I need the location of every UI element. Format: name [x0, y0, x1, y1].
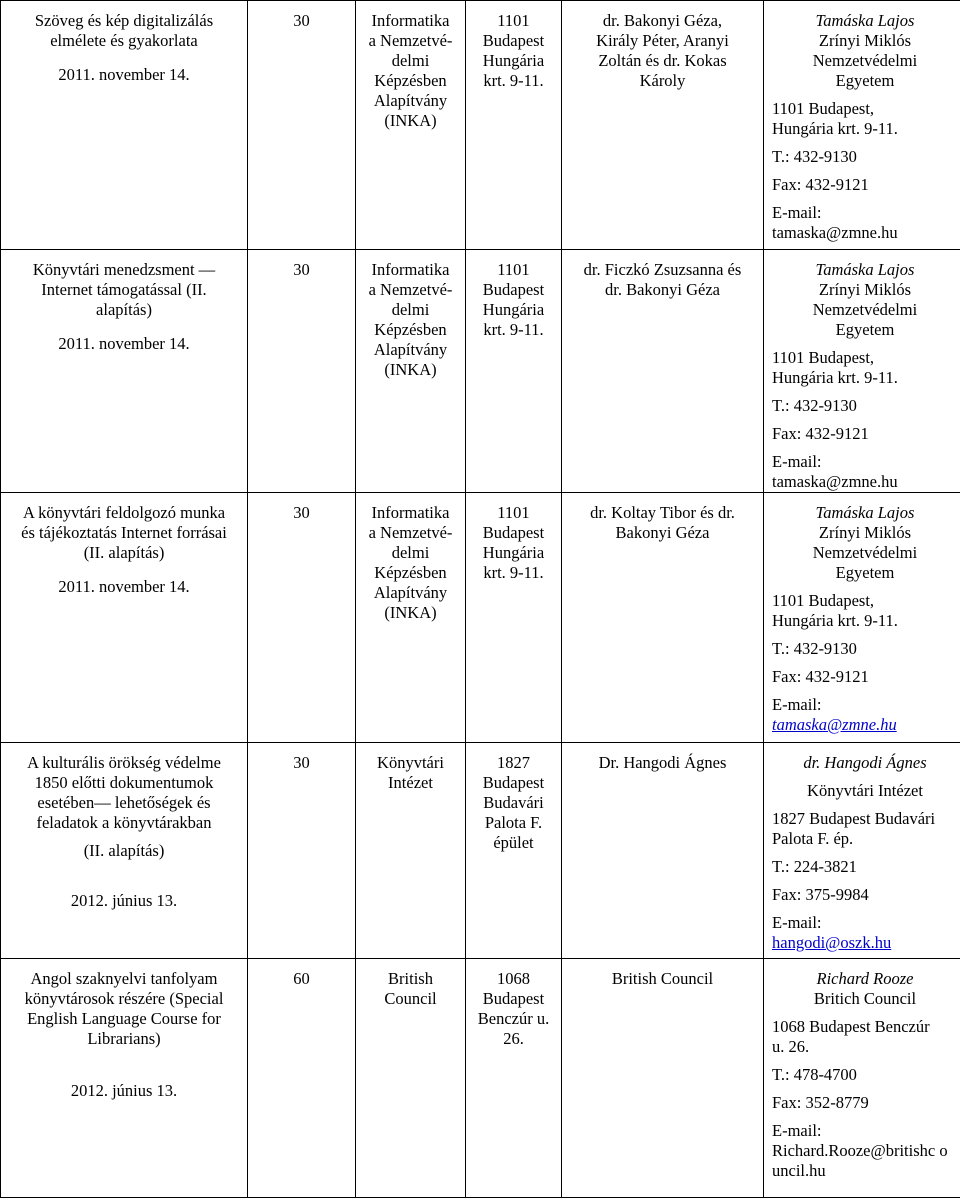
contact-email-label: E-mail:: [772, 452, 822, 471]
organizer-line: a Nemzetvé-: [368, 280, 453, 299]
lecturer-line: Zoltán és dr. Kokas: [598, 51, 727, 70]
organizer-line: (INKA): [384, 111, 437, 130]
course-date: 2012. június 13.: [70, 1081, 178, 1100]
organizer-line: (INKA): [384, 603, 437, 622]
address-line: Budapest: [482, 989, 545, 1008]
contact-org: Nemzetvédelmi: [812, 543, 918, 562]
course-title-cell: [1, 959, 248, 1198]
course-hours: 30: [293, 503, 310, 522]
course-title-cell: [1, 493, 248, 743]
organizer-line: delmi: [391, 543, 430, 562]
address-line: 1827: [497, 753, 530, 772]
course-title-cell: [1, 743, 248, 959]
organizer-line: delmi: [391, 300, 430, 319]
lecturer-line: dr. Koltay Tibor és dr.: [590, 503, 735, 522]
address-line: Hungária: [482, 543, 545, 562]
contact-org: Zrínyi Miklós: [818, 523, 912, 542]
course-title-line: Könyvtári menedzsment —: [32, 260, 216, 279]
course-date: 2011. november 14.: [58, 577, 190, 596]
organizer-line: Informatika: [371, 260, 450, 279]
contact-org: Egyetem: [835, 320, 895, 339]
course-title-line: Internet támogatással (II.: [41, 280, 207, 299]
course-title-line: könyvtárosok részére (Special: [24, 989, 224, 1008]
address-line: Budapest: [482, 523, 545, 542]
organizer-line: Alapítvány: [373, 340, 448, 359]
course-hours: 30: [293, 11, 310, 30]
organizer-cell: [356, 493, 466, 743]
course-title-line: esetében— lehetőségek és: [37, 793, 211, 812]
contact-email[interactable]: tamaska@zmne.hu: [772, 223, 898, 242]
organizer-line: Council: [384, 989, 437, 1008]
course-title-line: A könyvtári feldolgozó munka: [22, 503, 226, 522]
contact-cell: [764, 250, 960, 493]
course-hours: 60: [293, 969, 310, 988]
address-line: 26.: [503, 1029, 524, 1048]
lecturers-cell: [562, 250, 764, 493]
organizer-line: Képzésben: [374, 320, 447, 339]
lecturer-line: Bakonyi Géza: [615, 523, 710, 542]
table-row: [1, 1, 960, 250]
course-date: 2011. november 14.: [58, 65, 190, 84]
address-cell: [466, 743, 562, 959]
address-line: Benczúr u.: [477, 1009, 550, 1028]
address-line: Budapest: [482, 31, 545, 50]
lecturer-line: dr. Ficzkó Zsuzsanna és: [583, 260, 742, 279]
organizer-line: Intézet: [388, 773, 433, 792]
organizer-line: Könyvtári: [377, 753, 444, 772]
contact-org: Zrínyi Miklós: [818, 31, 912, 50]
contact-cell: [764, 743, 960, 959]
contact-address: Hungária krt. 9-11.: [772, 611, 898, 630]
contact-email-label: E-mail:: [772, 203, 822, 222]
contact-email[interactable]: Richard.Rooze@britishc ouncil.hu: [772, 1141, 948, 1180]
organizer-cell: [356, 743, 466, 959]
address-line: Budapest: [482, 280, 545, 299]
hours-cell: [248, 493, 356, 743]
contact-org: Nemzetvédelmi: [812, 51, 918, 70]
organizer-line: (INKA): [384, 360, 437, 379]
contact-phone: T.: 432-9130: [772, 639, 857, 658]
course-title-line: feladatok a könyvtárakban: [36, 813, 212, 832]
contact-address: Palota F. ép.: [772, 829, 854, 848]
course-title-cell: [1, 250, 248, 493]
address-cell: [466, 493, 562, 743]
course-title-cell: [1, 1, 248, 250]
course-title-line: English Language Course for: [27, 1009, 221, 1028]
lecturer-line: Károly: [639, 71, 686, 90]
contact-address: 1101 Budapest,: [772, 591, 875, 610]
course-title-line: (II. alapítás): [83, 841, 165, 860]
lecturers-cell: [562, 493, 764, 743]
organizer-line: Képzésben: [374, 71, 447, 90]
contact-name: Richard Rooze: [816, 969, 914, 988]
lecturers-cell: [562, 1, 764, 250]
course-hours: 30: [293, 753, 310, 772]
course-title-line: Szöveg és kép digitalizálás: [34, 11, 214, 30]
contact-cell: [764, 1, 960, 250]
contact-address: 1101 Budapest,: [772, 348, 875, 367]
contact-fax: Fax: 375-9984: [772, 885, 869, 904]
contact-address: u. 26.: [772, 1037, 810, 1056]
contact-email-link[interactable]: tamaska@zmne.hu: [772, 715, 897, 734]
contact-email-label: E-mail:: [772, 1121, 822, 1140]
address-line: 1101: [497, 260, 530, 279]
organizer-cell: [356, 1, 466, 250]
lecturer-line: Dr. Hangodi Ágnes: [598, 753, 727, 772]
course-hours: 30: [293, 260, 310, 279]
course-title-line: Angol szaknyelvi tanfolyam: [30, 969, 218, 988]
address-line: krt. 9-11.: [483, 320, 544, 339]
course-date: 2011. november 14.: [58, 334, 190, 353]
course-title-line: A kulturális örökség védelme: [27, 753, 221, 772]
address-cell: [466, 250, 562, 493]
contact-phone: T.: 432-9130: [772, 147, 857, 166]
course-date: 2012. június 13.: [70, 891, 178, 910]
contact-phone: T.: 478-4700: [772, 1065, 857, 1084]
address-line: 1101: [497, 11, 530, 30]
lecturers-cell: [562, 959, 764, 1198]
address-line: 1068: [497, 969, 530, 988]
contact-name: dr. Hangodi Ágnes: [803, 753, 927, 772]
contact-address: 1101 Budapest,: [772, 99, 875, 118]
organizer-line: Informatika: [371, 11, 450, 30]
contact-org: Egyetem: [835, 563, 895, 582]
contact-org: Nemzetvédelmi: [812, 300, 918, 319]
contact-name: Tamáska Lajos: [815, 260, 915, 279]
contact-cell: [764, 493, 960, 743]
contact-address: Hungária krt. 9-11.: [772, 119, 898, 138]
contact-cell: [764, 959, 960, 1198]
hours-cell: [248, 959, 356, 1198]
hours-cell: [248, 743, 356, 959]
contact-address: 1068 Budapest Benczúr: [772, 1017, 930, 1036]
contact-email-link[interactable]: hangodi@oszk.hu: [772, 933, 892, 952]
lecturers-cell: [562, 743, 764, 959]
organizer-line: Képzésben: [374, 563, 447, 582]
organizer-line: a Nemzetvé-: [368, 31, 453, 50]
address-line: 1101: [497, 503, 530, 522]
course-title-line: Librarians): [87, 1029, 161, 1048]
address-line: Budapest: [482, 773, 545, 792]
organizer-line: a Nemzetvé-: [368, 523, 453, 542]
address-line: épület: [493, 833, 534, 852]
contact-org: Britich Council: [813, 989, 917, 1008]
contact-fax: Fax: 432-9121: [772, 175, 869, 194]
contact-fax: Fax: 352-8779: [772, 1093, 869, 1112]
course-title-line: elmélete és gyakorlata: [50, 31, 198, 50]
contact-phone: T.: 432-9130: [772, 396, 857, 415]
organizer-line: Alapítvány: [373, 583, 448, 602]
address-line: Budavári: [483, 793, 544, 812]
address-cell: [466, 1, 562, 250]
table-row: [1, 250, 960, 493]
organizer-cell: [356, 250, 466, 493]
address-line: Hungária: [482, 51, 545, 70]
course-title-line: és tájékoztatás Internet forrásai: [21, 523, 227, 542]
organizer-line: British: [388, 969, 433, 988]
table-row: [1, 493, 960, 743]
organizer-cell: [356, 959, 466, 1198]
address-line: Hungária: [482, 300, 545, 319]
table-row: [1, 959, 960, 1198]
lecturer-line: Király Péter, Aranyi: [596, 31, 729, 50]
lecturer-line: British Council: [611, 969, 714, 988]
contact-org: Zrínyi Miklós: [818, 280, 912, 299]
contact-address: 1827 Budapest Budavári: [772, 809, 936, 828]
organizer-line: Informatika: [371, 503, 450, 522]
course-title-line: 1850 előtti dokumentumok: [34, 773, 214, 792]
course-title-line: alapítás): [96, 300, 152, 319]
contact-org: Könyvtári Intézet: [807, 781, 923, 800]
contact-fax: Fax: 432-9121: [772, 424, 869, 443]
contact-address: Hungária krt. 9-11.: [772, 368, 898, 387]
address-line: krt. 9-11.: [483, 71, 544, 90]
contact-phone: T.: 224-3821: [772, 857, 857, 876]
contact-name: Tamáska Lajos: [815, 11, 915, 30]
contact-email-label: E-mail:: [772, 695, 822, 714]
hours-cell: [248, 250, 356, 493]
organizer-line: Alapítvány: [373, 91, 448, 110]
contact-email-label: E-mail:: [772, 913, 822, 932]
address-cell: [466, 959, 562, 1198]
table-row: [1, 743, 960, 959]
contact-org: Egyetem: [835, 71, 895, 90]
contact-name: Tamáska Lajos: [815, 503, 915, 522]
contact-email[interactable]: tamaska@zmne.hu: [772, 472, 898, 491]
contact-fax: Fax: 432-9121: [772, 667, 869, 686]
organizer-line: delmi: [391, 51, 430, 70]
address-line: krt. 9-11.: [483, 563, 544, 582]
lecturer-line: dr. Bakonyi Géza: [604, 280, 720, 299]
course-title-line: (II. alapítás): [83, 543, 165, 562]
hours-cell: [248, 1, 356, 250]
lecturer-line: dr. Bakonyi Géza,: [602, 11, 723, 30]
address-line: Palota F.: [484, 813, 543, 832]
